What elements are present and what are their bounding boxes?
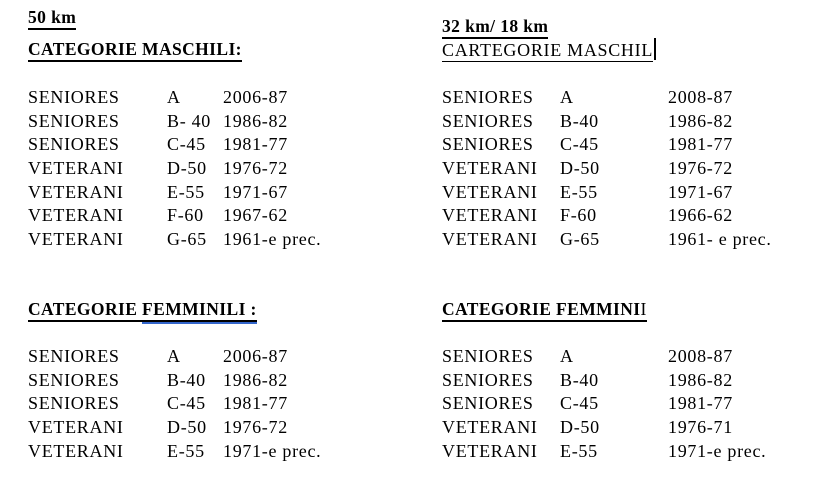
category-row[interactable]: [442, 369, 818, 393]
cell-year-range: 1976-72: [223, 416, 288, 437]
cell-year-range: 1981-77: [223, 393, 288, 414]
cell-group: SENIORES: [442, 369, 534, 390]
table-women-32km: [442, 345, 818, 463]
cell-year-range: 1981-77: [223, 134, 288, 155]
cell-year-range: 1971-67: [223, 181, 288, 202]
cell-category-code: B- 40: [167, 110, 211, 131]
cell-category-code: A: [167, 345, 181, 366]
cell-category-code: E-55: [560, 440, 598, 461]
cell-year-range: 2006-87: [223, 345, 288, 366]
cell-category-code: E-55: [560, 181, 598, 202]
cell-group: VETERANI: [28, 416, 124, 437]
category-row[interactable]: [28, 181, 432, 205]
cell-year-range: 1971-e prec.: [668, 440, 767, 461]
category-row[interactable]: [28, 392, 432, 416]
cell-year-range: 1976-72: [223, 158, 288, 179]
category-row[interactable]: [28, 204, 432, 228]
heading-femminii-main: CATEGORIE FEMMINI: [442, 298, 641, 319]
cell-year-range: 1976-72: [668, 158, 733, 179]
category-row[interactable]: [28, 228, 432, 252]
column-50km: [28, 0, 432, 463]
cell-category-code: F-60: [167, 205, 204, 226]
cell-year-range: 1967-62: [223, 205, 288, 226]
heading-categorie-femminii-32km[interactable]: [442, 297, 818, 321]
cell-group: VETERANI: [442, 158, 538, 179]
category-row[interactable]: [442, 440, 818, 464]
cell-group: VETERANI: [28, 229, 124, 250]
cell-year-range: 1961- e prec.: [668, 229, 772, 250]
cell-year-range: 1971-e prec.: [223, 440, 322, 461]
category-row[interactable]: [442, 86, 818, 110]
heading-categorie-femminili-50km[interactable]: [28, 297, 432, 321]
cell-category-code: A: [560, 87, 574, 107]
distance-title-32km18km[interactable]: [442, 15, 818, 38]
cell-category-code: G-65: [560, 229, 600, 250]
category-row[interactable]: [28, 440, 432, 464]
cell-category-code: B-40: [560, 369, 599, 390]
cell-year-range: 2008-87: [668, 87, 733, 107]
heading-categorie-maschili-50km[interactable]: [28, 37, 432, 61]
cell-category-code: C-45: [167, 134, 206, 155]
cell-group: VETERANI: [28, 158, 124, 179]
heading-femminili-part2-grammar-underlined: FEMMINILI :: [142, 299, 257, 322]
table-women-50km: [28, 345, 432, 463]
cell-year-range: 1971-67: [668, 181, 733, 202]
category-row[interactable]: [28, 86, 432, 110]
cell-group: VETERANI: [442, 205, 538, 226]
distance-title-32km18km-text: 32 km/ 18 km: [442, 16, 548, 39]
cell-category-code: E-55: [167, 440, 205, 461]
cell-year-range: 1986-82: [668, 369, 733, 390]
cell-category-code: B-40: [560, 110, 599, 131]
category-row[interactable]: [28, 110, 432, 134]
cell-year-range: 1986-82: [223, 110, 288, 131]
cell-group: SENIORES: [442, 393, 534, 414]
category-row[interactable]: [442, 416, 818, 440]
category-row[interactable]: [28, 369, 432, 393]
cell-group: SENIORES: [442, 110, 534, 131]
cell-category-code: D-50: [560, 158, 600, 179]
column-32km-18km: [442, 0, 818, 463]
category-row[interactable]: [442, 110, 818, 134]
cell-category-code: B-40: [167, 369, 206, 390]
cell-group: VETERANI: [442, 181, 538, 202]
cell-category-code: E-55: [167, 181, 205, 202]
heading-cartegorie-maschil-32km[interactable]: [442, 38, 818, 62]
heading-categorie-maschili-50km-text: CATEGORIE MASCHILI:: [28, 39, 242, 62]
cell-year-range: 1986-82: [668, 110, 733, 131]
category-row[interactable]: [28, 345, 432, 369]
cell-group: VETERANI: [442, 229, 538, 250]
cell-year-range: 2006-87: [223, 87, 288, 107]
category-row[interactable]: [442, 181, 818, 205]
category-row[interactable]: [28, 133, 432, 157]
cell-group: SENIORES: [28, 87, 120, 107]
cell-group: SENIORES: [28, 393, 120, 414]
cell-group: VETERANI: [28, 205, 124, 226]
cell-year-range: 1981-77: [668, 134, 733, 155]
cell-group: SENIORES: [442, 345, 534, 366]
cell-year-range: 1986-82: [223, 369, 288, 390]
distance-title-50km-text: 50 km: [28, 7, 76, 30]
cell-category-code: A: [560, 345, 574, 366]
cell-category-code: D-50: [167, 416, 207, 437]
cell-group: SENIORES: [28, 345, 120, 366]
cell-year-range: 1961-e prec.: [223, 229, 322, 250]
cell-group: VETERANI: [442, 416, 538, 437]
table-men-32km: [442, 86, 818, 252]
cell-category-code: F-60: [560, 205, 597, 226]
cell-group: VETERANI: [28, 440, 124, 461]
cell-year-range: 1981-77: [668, 393, 733, 414]
cell-year-range: 1966-62: [668, 205, 733, 226]
cell-year-range: 1976-71: [668, 416, 733, 437]
category-row[interactable]: [28, 416, 432, 440]
cell-category-code: A: [167, 87, 181, 107]
category-row[interactable]: [442, 204, 818, 228]
cell-group: VETERANI: [28, 181, 124, 202]
cell-group: SENIORES: [442, 87, 534, 107]
category-row[interactable]: [442, 228, 818, 252]
category-row[interactable]: [442, 133, 818, 157]
category-row[interactable]: [442, 345, 818, 369]
cell-group: SENIORES: [28, 134, 120, 155]
cell-category-code: D-50: [167, 158, 207, 179]
text-cursor: [654, 38, 656, 60]
cell-category-code: C-45: [167, 393, 206, 414]
cell-category-code: G-65: [167, 229, 207, 250]
cell-year-range: 2008-87: [668, 345, 733, 366]
cell-group: SENIORES: [442, 134, 534, 155]
heading-femminii-underline-wrap: [442, 299, 647, 322]
table-men-50km: [28, 86, 432, 252]
cell-category-code: D-50: [560, 416, 600, 437]
cell-group: VETERANI: [442, 440, 538, 461]
heading-femminili-part1: CATEGORIE: [28, 299, 142, 322]
cell-group: SENIORES: [28, 369, 120, 390]
heading-femminii-tail: I: [640, 298, 647, 319]
distance-title-50km[interactable]: [28, 6, 432, 28]
category-row[interactable]: [28, 157, 432, 181]
category-row[interactable]: [442, 157, 818, 181]
cell-category-code: C-45: [560, 134, 599, 155]
cell-category-code: C-45: [560, 393, 599, 414]
cell-group: SENIORES: [28, 110, 120, 131]
category-row[interactable]: [442, 392, 818, 416]
heading-cartegorie-maschil-text: CARTEGORIE MASCHIL: [442, 40, 654, 60]
